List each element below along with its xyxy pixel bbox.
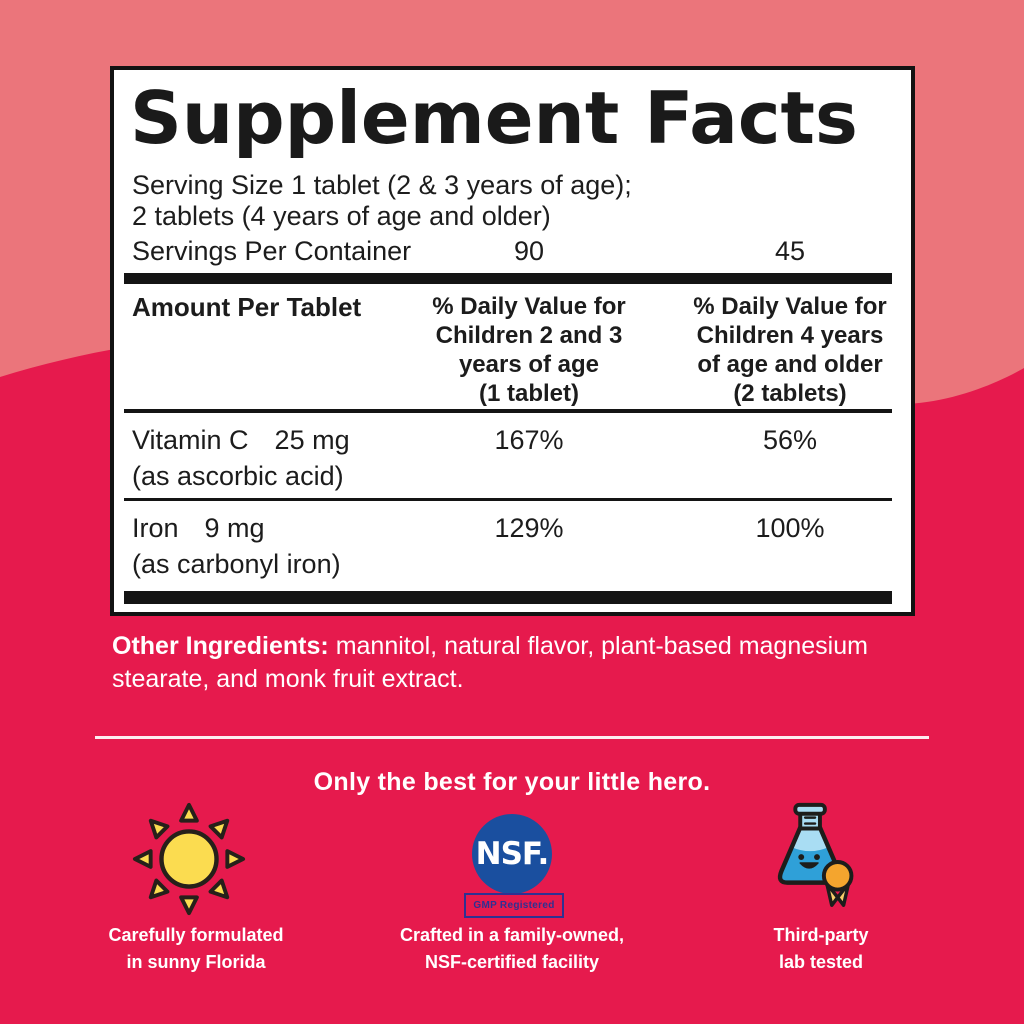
flask-award-icon xyxy=(752,796,880,924)
other-ingredients-value: mannitol, natural flavor, plant-based magnesium stearate, and monk fruit extract. xyxy=(112,632,868,693)
panel-title: Supplement Facts xyxy=(130,76,858,160)
sun-icon xyxy=(130,800,248,918)
other-ingredients-label: Other Ingredients: xyxy=(112,632,329,660)
supplement-facts-panel xyxy=(110,66,915,616)
dv2-line1: % Daily Value for xyxy=(693,293,887,320)
nutrient-note: (as ascorbic acid) xyxy=(132,461,344,491)
nsf-logo-icon xyxy=(472,814,552,894)
daily-value-header-2 xyxy=(680,292,900,408)
dv2-line3: of age and older xyxy=(697,351,883,378)
thick-rule-top xyxy=(124,273,892,284)
thin-rule-1 xyxy=(124,409,892,413)
daily-value-header-1 xyxy=(419,292,639,408)
dv-percent-col1: 129% xyxy=(494,513,564,543)
thick-rule-bottom xyxy=(124,591,892,604)
nutrient-name: Vitamin C xyxy=(132,425,249,455)
servings-per-container-label: Servings Per Container xyxy=(132,236,412,266)
dv-percent-col2: 56% xyxy=(762,425,818,455)
serving-size-line2: 2 tablets (4 years of age and older) xyxy=(132,201,551,231)
caption-line: Crafted in a family-owned, xyxy=(399,925,625,945)
table-row-iron xyxy=(132,511,892,581)
other-ingredients-text xyxy=(112,630,924,696)
serving-size-text xyxy=(132,170,632,232)
dv1-line4: (1 tablet) xyxy=(478,380,579,407)
dv2-line2: Children 4 years xyxy=(696,322,884,349)
caption-lab-tested xyxy=(696,922,946,976)
nutrient-name-amount xyxy=(132,423,892,457)
caption-line: lab tested xyxy=(778,952,864,972)
nutrient-amount: 9 mg xyxy=(204,513,265,543)
dv-percent-col2: 100% xyxy=(755,513,825,543)
servings-per-container-row xyxy=(132,236,892,267)
dv1-line2: Children 2 and 3 xyxy=(435,322,623,349)
caption-sunny-florida xyxy=(66,922,326,976)
table-header-row xyxy=(132,292,892,407)
table-row-vitamin-c xyxy=(132,423,892,493)
nsf-logo-text: NSF. xyxy=(475,836,549,872)
caption-line: in sunny Florida xyxy=(126,952,266,972)
tagline: Only the best for your little hero. xyxy=(313,768,711,796)
servings-count-col2: 45 xyxy=(774,236,806,266)
caption-line: Third-party xyxy=(773,925,869,945)
caption-line: NSF-certified facility xyxy=(424,952,600,972)
dv1-line1: % Daily Value for xyxy=(432,293,626,320)
nutrient-note: (as carbonyl iron) xyxy=(132,549,341,579)
nutrient-amount: 25 mg xyxy=(274,425,350,455)
caption-nsf-facility xyxy=(362,922,662,976)
amount-per-tablet-header: Amount Per Tablet xyxy=(132,292,362,322)
caption-line: Carefully formulated xyxy=(108,925,284,945)
servings-count-col1: 90 xyxy=(513,236,545,266)
gmp-registered-text: GMP Registered xyxy=(473,900,555,911)
nutrient-name: Iron xyxy=(132,513,179,543)
serving-size-line1: Serving Size 1 tablet (2 & 3 years of age); xyxy=(132,170,632,200)
dv-percent-col1: 167% xyxy=(494,425,564,455)
dv1-line3: years of age xyxy=(458,351,600,378)
gmp-registered-box xyxy=(464,893,564,918)
thin-rule-2 xyxy=(124,498,892,501)
horizontal-divider xyxy=(95,736,929,739)
dv2-line4: (2 tablets) xyxy=(733,380,847,407)
nutrient-name-amount xyxy=(132,511,892,545)
